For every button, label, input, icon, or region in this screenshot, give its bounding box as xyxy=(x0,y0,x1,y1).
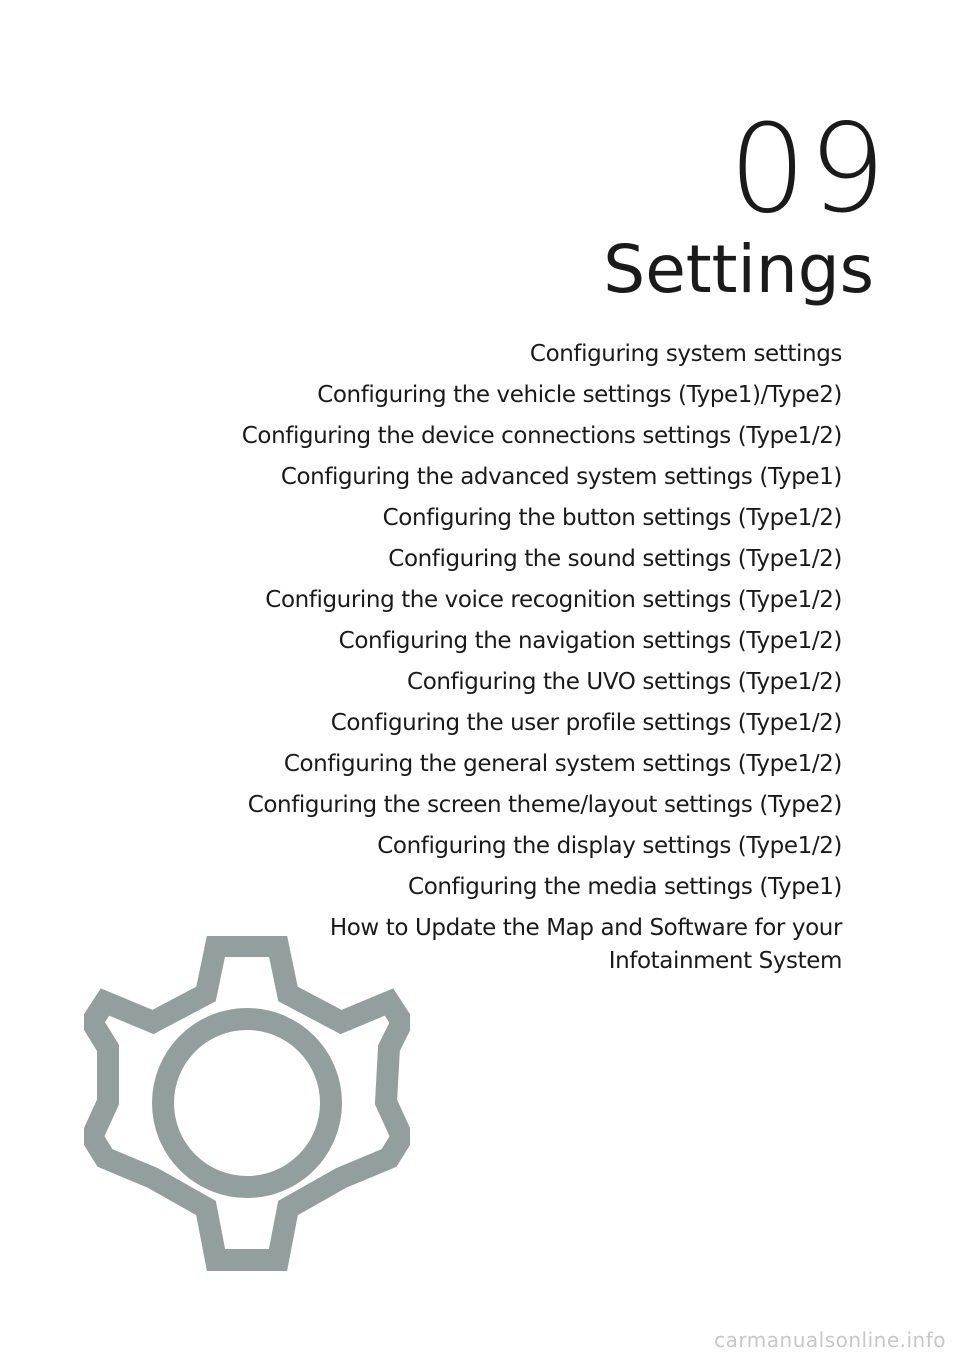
chapter-number: 09 xyxy=(728,98,888,240)
table-of-contents xyxy=(82,338,842,986)
toc-item[interactable]: Configuring the button settings (Type1/2) xyxy=(382,505,842,531)
chapter-title: Settings xyxy=(603,231,874,308)
footer-watermark[interactable]: carmanualsonline.info xyxy=(714,1328,946,1352)
toc-item[interactable]: Configuring the advanced system settings (Type1) xyxy=(280,464,842,490)
toc-item[interactable]: Configuring the sound settings (Type1/2) xyxy=(388,546,842,572)
toc-item[interactable]: Configuring the vehicle settings (Type1)/Type2) xyxy=(317,382,842,408)
toc-item[interactable]: Configuring the UVO settings (Type1/2) xyxy=(407,669,842,695)
toc-item[interactable]: Configuring the screen theme/layout settings (Type2) xyxy=(247,792,842,818)
toc-item[interactable]: Configuring the general system settings (Type1/2) xyxy=(283,751,842,777)
toc-item[interactable]: Configuring the voice recognition settings (Type1/2) xyxy=(265,587,842,613)
toc-item[interactable]: Configuring the device connections settings (Type1/2) xyxy=(241,423,842,449)
toc-item[interactable]: Configuring the media settings (Type1) xyxy=(408,874,842,900)
toc-item[interactable]: Configuring the display settings (Type1/2) xyxy=(377,833,842,859)
toc-item[interactable]: How to Update the Map and Software for your Infotainment System xyxy=(329,915,842,974)
toc-item[interactable]: Configuring the navigation settings (Type1/2) xyxy=(338,628,842,654)
toc-item[interactable]: Configuring system settings xyxy=(529,341,842,367)
toc-item[interactable]: Configuring the user profile settings (Type1/2) xyxy=(330,710,842,736)
gear-icon xyxy=(84,936,410,1278)
